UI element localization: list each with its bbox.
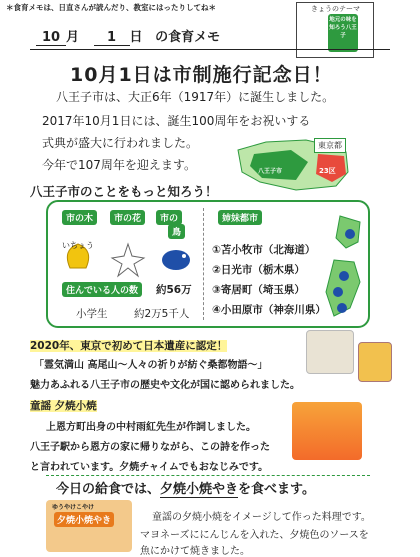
- song-line-1: 上恩方町出身の中村雨紅先生が作詞しました。: [46, 422, 256, 433]
- song-line-2: 八王子駅から恩方の家に帰りながら、この詩を作った: [30, 442, 270, 453]
- memo-label: の食育メモ: [155, 30, 221, 45]
- bird-label: 市の: [156, 210, 182, 225]
- intro-line-3: 式典が盛大に行われました。: [42, 136, 199, 150]
- tree-name: いちょう: [62, 241, 94, 250]
- day-unit: 日: [129, 30, 143, 45]
- heritage-title: 2020年、東京で初めて日本遺産に認定！: [30, 340, 228, 352]
- more-title: 八王子市のことをもっと知ろう！: [30, 184, 218, 199]
- heritage-line-1: 「霊気満山 高尾山～人々の祈りが紡ぐ桑都物語～」: [34, 360, 268, 371]
- page-title: 10月1日は市制施行記念日！: [70, 64, 333, 86]
- section-divider: [46, 475, 370, 476]
- heritage-line-2: 魅力あふれる八王子市の歴史や文化が国に認められました。: [30, 380, 300, 391]
- lunch-dish: 夕焼小焼やき: [160, 482, 239, 497]
- sister-city-1: ①苫小牧市（北海道）: [212, 244, 316, 256]
- intro-line-2: 2017年10月1日には、誕生100周年をお祝いする: [42, 114, 311, 128]
- header-divider: [30, 49, 390, 50]
- sister-city-4: ④小田原市（神奈川県）: [212, 304, 326, 316]
- song-title: 童謡 夕焼小焼: [30, 400, 97, 412]
- lunch-desc-1: 童謡の夕焼小焼をイメージして作った料理です。: [152, 512, 371, 523]
- box-divider: [203, 208, 204, 320]
- flower-label: 市の花: [110, 210, 145, 225]
- sister-cities-label: 姉妹都市: [218, 210, 262, 225]
- lily-flower-icon: [112, 244, 144, 276]
- lunch-desc-2: マヨネーズににんじんを入れた、夕焼色のソースを: [140, 530, 369, 541]
- intro-line-1: 八王子市は、大正6年（1917年）に誕生しました。: [56, 90, 335, 104]
- lunch-line: 今日の給食では、夕焼小焼やきを食べます。: [56, 482, 315, 497]
- month-value: 10: [36, 30, 66, 46]
- bird-icon: [162, 250, 190, 270]
- dish-ruby: ゆうやけこやけ: [52, 504, 95, 511]
- tokyo-label: 東京都: [314, 138, 346, 153]
- bird-label-2: 鳥: [168, 224, 185, 239]
- theme-label: きょうのテーマ: [311, 5, 360, 13]
- dish-label: 夕焼小焼やき: [54, 512, 114, 527]
- header-note: ＊食育メモは、日直さんが読んだり、教室にはったりしてね＊: [6, 3, 216, 12]
- song-line-3: と言われています。夕焼チャイムでもおなじみです。: [30, 462, 269, 473]
- population-value: 約56万: [156, 284, 192, 296]
- city-info-box: [46, 200, 370, 328]
- population-label: 住んでいる人の数: [62, 282, 142, 297]
- tree-label: 市の木: [62, 210, 97, 225]
- students-label: 小学生: [76, 308, 108, 320]
- day-value: 1: [94, 30, 130, 46]
- date-line: [36, 26, 220, 46]
- japan-map: [320, 212, 366, 322]
- mascot-illustration: [358, 342, 392, 382]
- lunch-desc-3: 魚にかけて焼きました。: [140, 546, 250, 557]
- wards-label: 23区: [319, 167, 336, 175]
- sunset-illustration: [292, 402, 362, 460]
- students-value: 約2万5千人: [134, 308, 190, 320]
- scroll-illustration: [306, 330, 354, 374]
- theme-logo: 地元の味を知ろう八王子: [328, 14, 358, 52]
- sister-city-3: ③寄居町（埼玉県）: [212, 284, 305, 296]
- hachioji-label: 八王子市: [258, 168, 283, 175]
- tokyo-map: [236, 132, 376, 192]
- intro-line-4: 今年で107周年を迎えます。: [42, 158, 196, 172]
- month-unit: 月: [66, 30, 80, 45]
- sister-city-2: ②日光市（栃木県）: [212, 264, 305, 276]
